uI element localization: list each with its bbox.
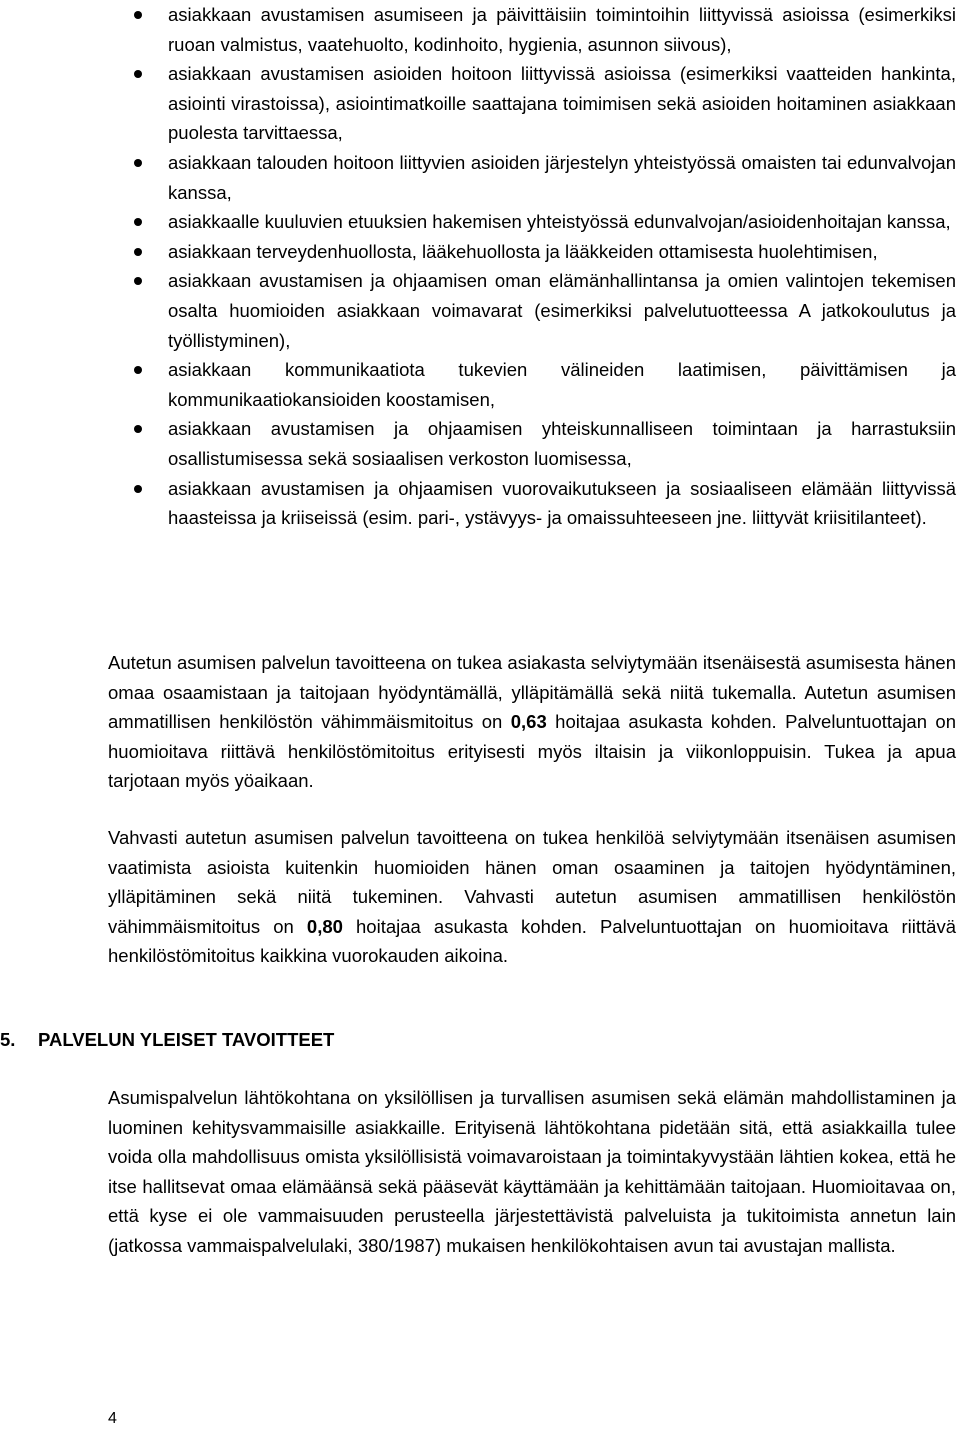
- list-item: [108, 266, 956, 355]
- list-item: [108, 414, 956, 473]
- list-item-text: asiakkaan avustamisen ja ohjaamisen oman elämänhallintansa ja omien valintojen tekemisen osalta huomioiden asiakkaan voimavarat (esimerkiksi palvelutuotteessa A jatkokoulutus ja työllistyminen),: [168, 270, 956, 351]
- list-item-text: asiakkaan avustamisen ja ohjaamisen vuorovaikutukseen ja sosiaaliseen elämään liittyvissä haasteissa ja kriiseissä (esim. pari-, ystävyys- ja omaissuhteeseen jne. liittyvät kriisitilanteet).: [168, 477, 956, 529]
- intensive-assisted-living-text-start: Vahvasti autetun asumisen palvelun tavoitteena on tukea henkilöä selviytymään itsenäisen asumisen vaatimista asioista kuitenkin huomioiden hänen oman osaaminen ja taitojen hyödyntäminen, ylläpitäminen sekä niitä tukeminen. Vahvasti autetun asumisen ammatillisen henkilöstön vähimmäismitoitus on: [108, 827, 956, 937]
- list-item-text: asiakkaalle kuuluvien etuuksien hakemisen yhteistyössä edunvalvojan/asioidenhoitajan kanssa,: [168, 211, 951, 233]
- list-item: [108, 207, 956, 237]
- intensive-assisted-living-staffing-ratio: 0,80: [306, 915, 343, 937]
- list-item: [108, 0, 956, 59]
- list-item: [108, 355, 956, 414]
- list-item: [108, 237, 956, 267]
- intensive-assisted-living-paragraph: [108, 823, 956, 971]
- section-title: PALVELUN YLEISET TAVOITTEET: [38, 1029, 335, 1050]
- list-item-text: asiakkaan terveydenhuollosta, lääkehuollosta ja lääkkeiden ottamisesta huolehtimisen,: [168, 240, 878, 262]
- assisted-living-text-end: hoitajaa asukasta kohden. Palveluntuottajan on huomioitava riittävä henkilöstömitoitus erityisesti myös iltaisin ja viikonloppuisin. Tukea ja apua tarjotaan myös yöaikaan.: [108, 711, 956, 792]
- assisted-living-staffing-ratio: 0,63: [510, 711, 547, 733]
- service-bullet-list: [108, 0, 956, 533]
- list-item: [108, 148, 956, 207]
- list-item-text: asiakkaan avustamisen asumiseen ja päivittäisiin toimintoihin liittyvissä asioissa (esimerkiksi ruoan valmistus, vaatehuolto, kodinhoito, hygienia, asunnon siivous),: [168, 4, 956, 55]
- bullet-icon: [134, 159, 142, 167]
- bullet-icon: [134, 485, 142, 493]
- list-item-text: asiakkaan talouden hoitoon liittyvien asioiden järjestelyn yhteistyössä omaisten tai edunvalvojan kanssa,: [168, 151, 956, 203]
- list-item-text: asiakkaan avustamisen asioiden hoitoon liittyvissä asioissa (esimerkiksi vaatteiden hankinta, asiointi virastoissa), asiointimatkoille saattajana toimimisen sekä asioiden hoitaminen asiakkaan puolesta tarvittaessa,: [168, 63, 956, 144]
- list-item: [108, 474, 956, 533]
- bullet-icon: [134, 218, 142, 226]
- list-item: [108, 59, 956, 148]
- list-item-text: asiakkaan kommunikaatiota tukevien välineiden laatimisen, päivittämisen ja kommunikaatiokansioiden koostamisen,: [168, 359, 956, 410]
- section-number: 5.: [0, 1029, 16, 1050]
- list-item-text: asiakkaan avustamisen ja ohjaamisen yhteiskunnalliseen toimintaan ja harrastuksiin osallistumisessa sekä sosiaalisen verkoston luomisessa,: [168, 418, 956, 469]
- bullet-icon: [134, 366, 142, 374]
- bullet-icon: [134, 11, 142, 19]
- assisted-living-paragraph: [108, 648, 956, 796]
- assisted-living-text-start: Autetun asumisen palvelun tavoitteena on tukea asiakasta selviytymään itsenäisestä asumisesta hänen omaa osaamistaan ja taitojaan hyödyntämällä, ylläpitämällä sekä niitä tukemalla. Autetun asumisen ammatillisen henkilöstön vähimmäismitoitus on: [108, 652, 956, 733]
- intensive-assisted-living-text-end: hoitajaa asukasta kohden. Palveluntuottajan on huomioitava riittävä henkilöstömitoitus kaikkina vuorokauden aikoina.: [108, 915, 956, 967]
- bullet-icon: [134, 248, 142, 256]
- housing-service-paragraph: Asumispalvelun lähtökohtana on yksilöllisen ja turvallisen asumisen sekä elämän mahdollistaminen ja luominen kehitysvammaisille asiakkaille. Erityisenä lähtökohtana pidetään sitä, että asiakkailla tulee voida olla mahdollisuus omista yksilöllisistä voimavaroistaan ja toimintakyvystään lähtien kokea, että he itse hallitsevat omaa elämäänsä sekä pääsevät käyttämään ja kehittämään taitojaan. Huomioitavaa on, että kyse ei ole vammaisuuden perusteella järjestettävistä palveluista ja tukitoimista annetun lain (jatkossa vammaispalvelulaki, 380/1987) mukaisen henkilökohtaisen avun tai avustajan mallista.: [108, 1087, 956, 1256]
- bullet-icon: [134, 425, 142, 433]
- page-number: 4: [108, 1410, 117, 1427]
- bullet-icon: [134, 70, 142, 78]
- bullet-icon: [134, 277, 142, 285]
